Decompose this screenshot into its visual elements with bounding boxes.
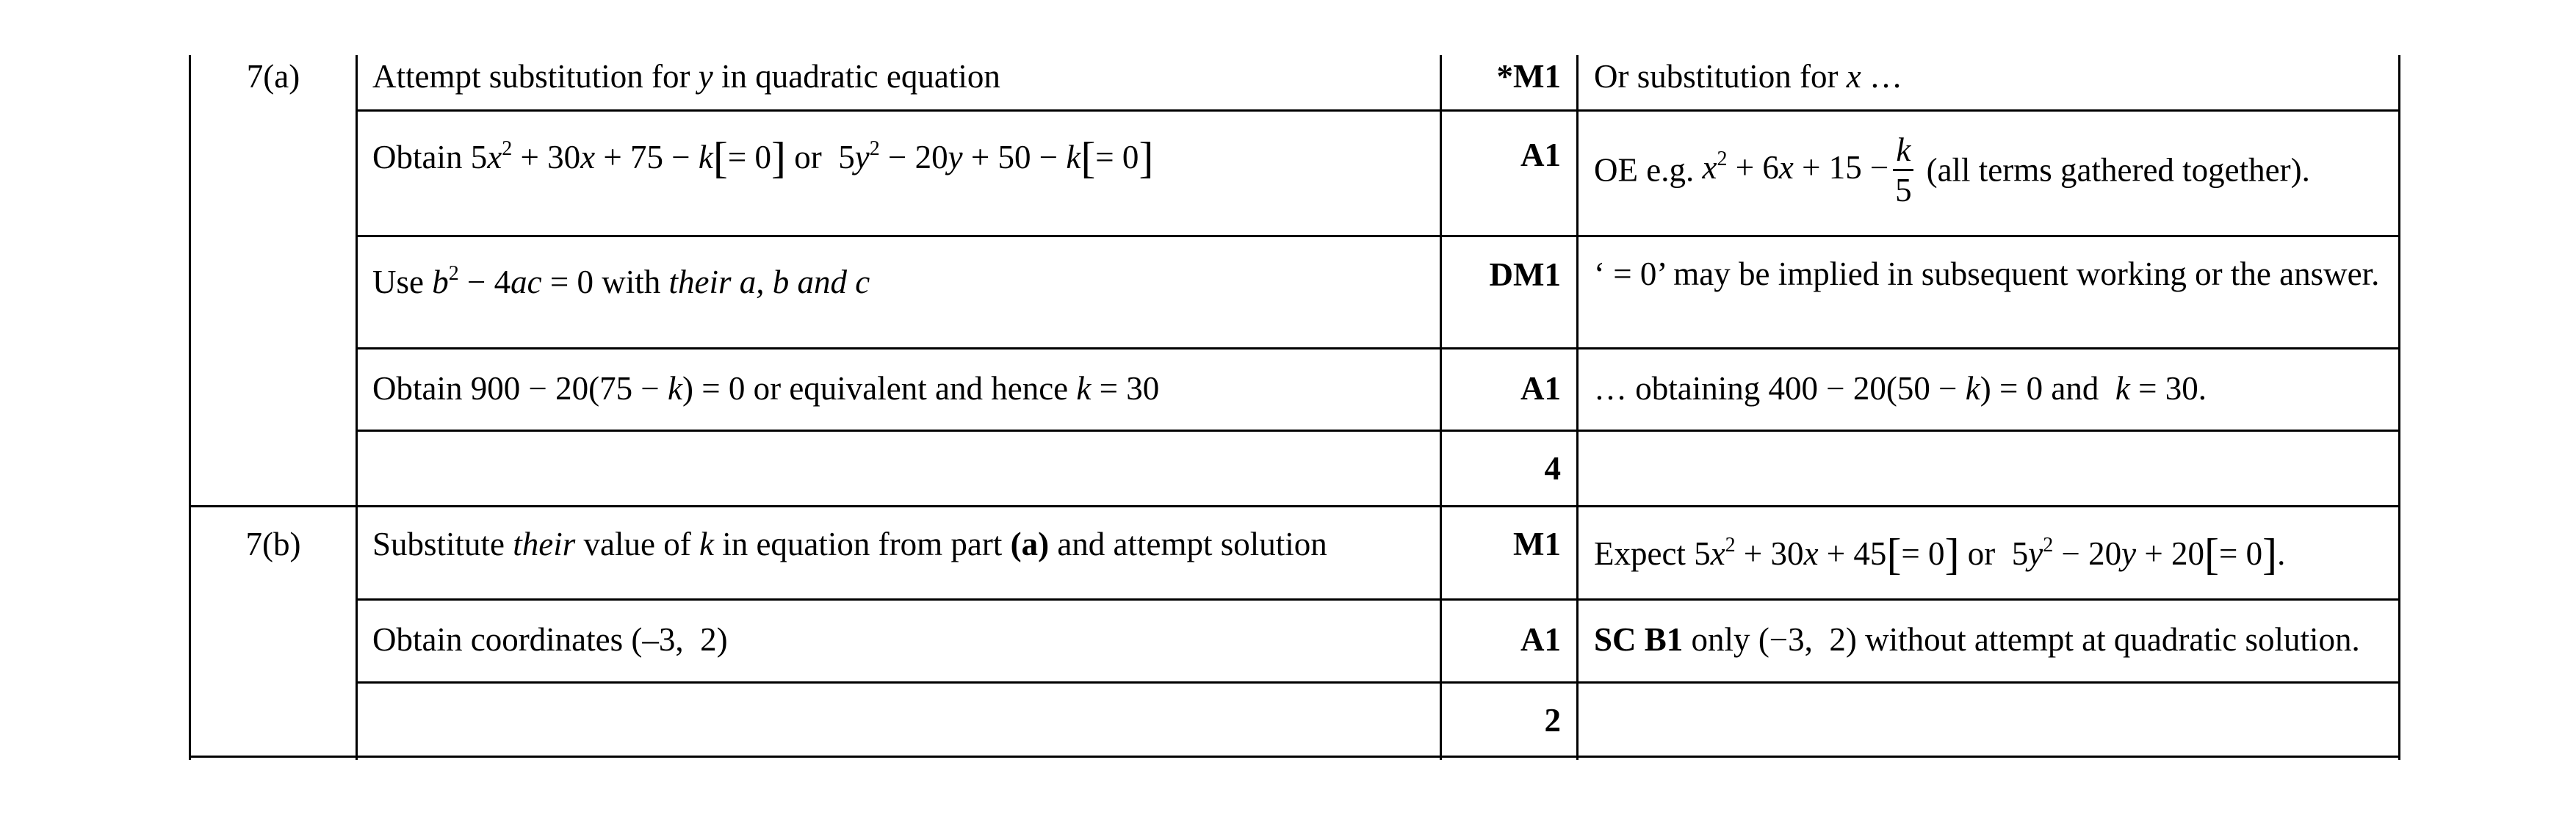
guidance-text: .: [2277, 535, 2286, 572]
grid-line: [356, 347, 2400, 349]
answer-text: or: [785, 139, 830, 175]
guidance-text: OE e.g.: [1594, 151, 1703, 189]
total-marks: 2: [1544, 702, 1561, 739]
answer-cell: [372, 525, 1327, 563]
guidance-text: and: [2043, 370, 2107, 407]
answer-cell: [372, 57, 1000, 95]
answer-emphasis: their: [513, 526, 576, 562]
guidance-text: (all terms gathered together).: [1918, 151, 2310, 189]
answer-cell: [372, 134, 1154, 182]
guidance-coordinates: (−3, 2): [1758, 621, 1857, 658]
answer-variable: k: [699, 526, 714, 562]
grid-line: [189, 756, 2400, 758]
answer-cell: [372, 369, 1159, 408]
guidance-expression: $x^2 + 6x + 15$ −: [1702, 148, 1889, 186]
answer-text: Use: [372, 264, 433, 300]
guidance-text: only: [1683, 621, 1758, 658]
answer-text: Obtain: [372, 139, 471, 175]
answer-text: and attempt solution: [1049, 526, 1327, 562]
answer-text: Obtain coordinates: [372, 621, 632, 658]
guidance-text: … obtaining: [1594, 370, 1769, 407]
guidance-cell: [1594, 530, 2286, 579]
grid-line: [356, 681, 2400, 684]
answer-result: k = 30: [1076, 370, 1160, 407]
answer-text: Obtain: [372, 370, 471, 407]
guidance-text: or: [1959, 535, 2004, 572]
mark-cell: A1: [1520, 621, 1561, 658]
guidance-text: .: [2198, 370, 2207, 407]
grid-line: [189, 55, 191, 760]
guidance-cell: [1594, 57, 1902, 95]
grid-line: [356, 109, 2400, 112]
grid-line: [1576, 55, 1579, 760]
mark-cell: A1: [1520, 370, 1561, 407]
guidance-expression: $5x^2 + 30x + 45[= 0]$: [1694, 530, 1960, 579]
answer-expression: 900 − 20(75 − k) = 0: [470, 370, 746, 407]
answer-part-ref: (a): [1010, 526, 1050, 562]
guidance-cell: [1594, 131, 2310, 209]
guidance-expression: 400 − 20(50 − k) = 0: [1768, 370, 2043, 407]
answer-expression: $5y^2 - 20y + 50 - k[= 0]$: [838, 134, 1154, 182]
mark-cell: A1: [1520, 137, 1561, 173]
answer-text: with: [594, 264, 669, 300]
answer-emphasis: their: [668, 264, 732, 300]
answer-text: in equation from part: [713, 526, 1011, 562]
mark-cell: DM1: [1489, 256, 1561, 293]
answer-text: or equivalent and hence: [745, 370, 1077, 407]
guidance-cell: [1594, 369, 2207, 408]
answer-coordinates: (–3, 2): [631, 621, 728, 658]
answer-text: in quadratic equation: [712, 58, 1000, 95]
grid-line: [356, 55, 358, 760]
answer-variables: a, b and c: [731, 264, 870, 300]
guidance-result: k = 30: [2115, 370, 2198, 407]
fraction: $\frac{k}{5}$: [1893, 131, 1913, 209]
grid-line: [189, 505, 2400, 507]
mark-cell: *M1: [1496, 58, 1561, 95]
guidance-variable: x: [1846, 58, 1861, 95]
guidance-text: Or substitution for: [1594, 58, 1847, 95]
answer-text: value of: [575, 526, 699, 562]
answer-text: Attempt substitution for: [372, 58, 699, 95]
guidance-text: …: [1861, 58, 1902, 95]
guidance-expression: $5y^2 - 20y + 20[= 0]$: [2011, 530, 2278, 579]
grid-line: [2398, 55, 2400, 760]
guidance-cell: [1594, 620, 2360, 659]
grid-line: [356, 598, 2400, 601]
answer-expression: $b^2 - 4ac = 0$: [432, 262, 594, 300]
guidance-cell: ‘ = 0’ may be implied in subsequent working or the answer.: [1594, 256, 2380, 292]
guidance-special-case: SC B1: [1594, 621, 1684, 658]
guidance-text: without attempt at quadratic solution.: [1856, 621, 2360, 658]
answer-cell: [372, 263, 870, 301]
question-number: 7(b): [245, 526, 301, 562]
answer-cell: [372, 620, 728, 659]
guidance-text: Expect: [1594, 535, 1695, 572]
grid-line: [356, 430, 2400, 432]
mark-cell: M1: [1513, 526, 1561, 562]
grid-line: [356, 235, 2400, 237]
answer-variable: y: [698, 58, 713, 95]
answer-expression: $5x^2 + 30x + 75 - k[= 0]$: [470, 134, 786, 182]
answer-text: Substitute: [372, 526, 513, 562]
total-marks: 4: [1544, 450, 1561, 487]
question-number: 7(a): [246, 58, 300, 95]
